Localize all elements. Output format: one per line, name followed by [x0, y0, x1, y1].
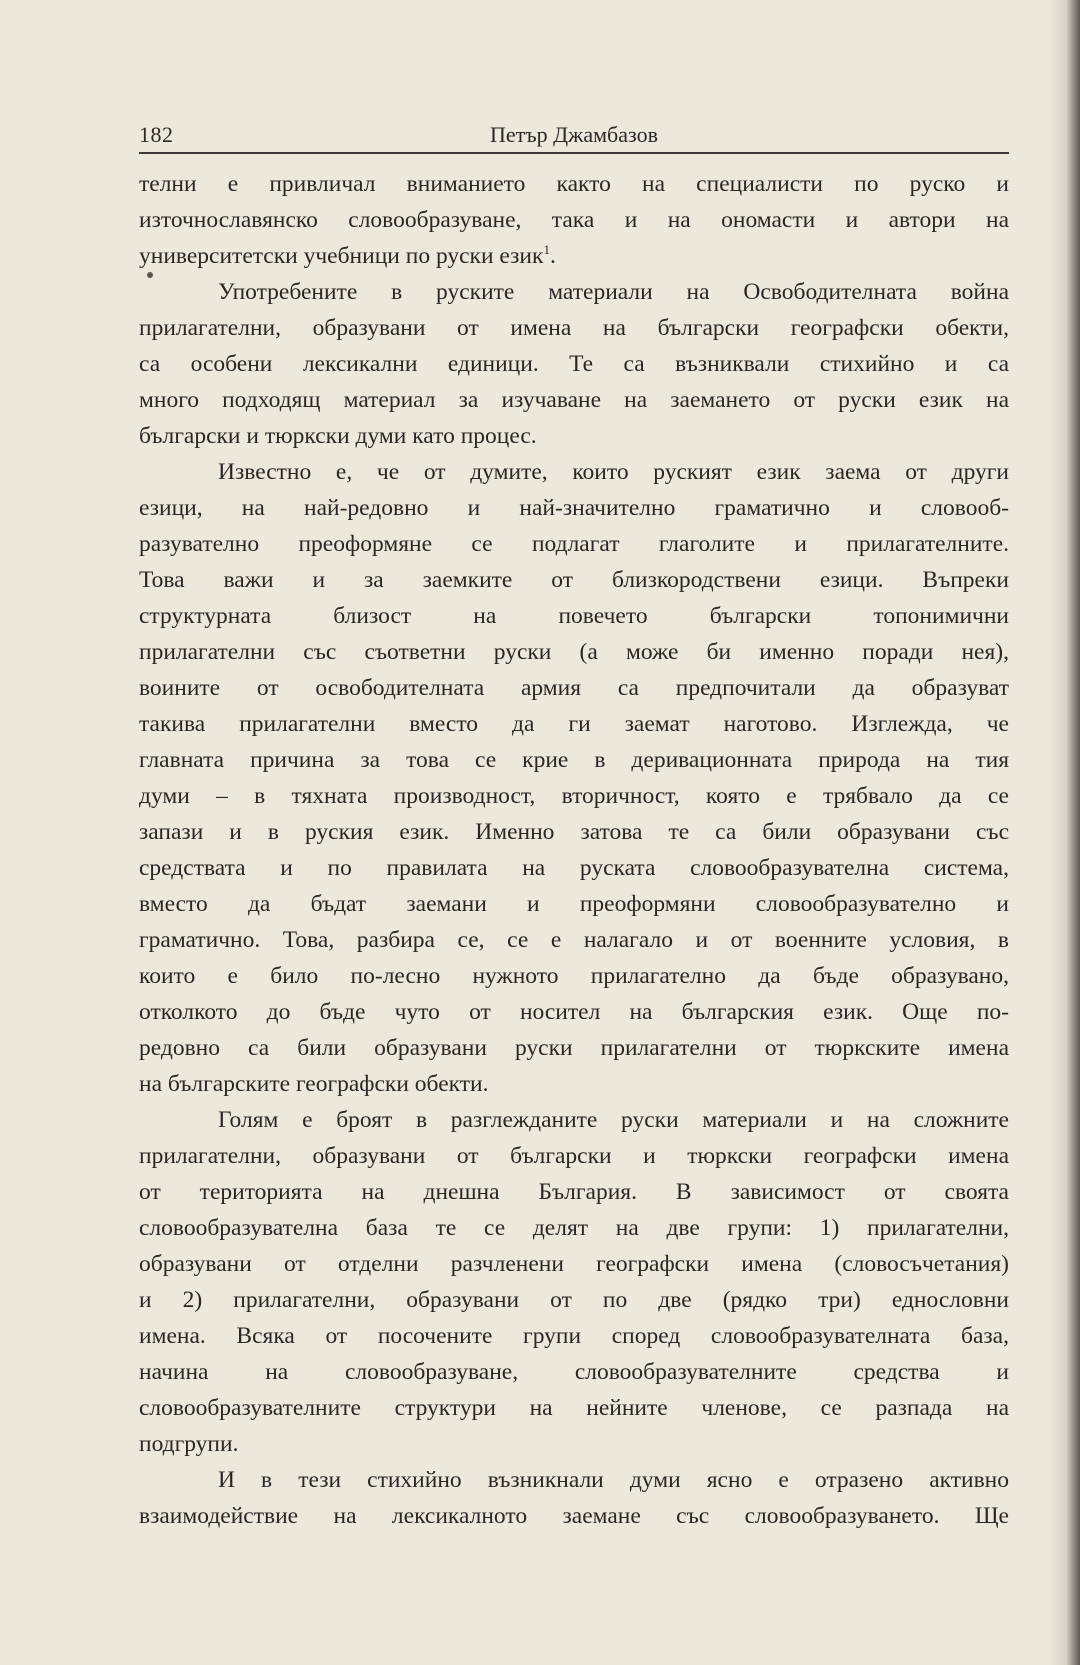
text-fragment: университетски учебници по руски език: [139, 243, 544, 269]
text-line: Известно е, че от думите, които руският език заема от други: [218, 459, 1009, 485]
text-line: вместо да бъдат заемани и преоформяни словообразувателно и: [139, 891, 1009, 917]
text-line: телни е привличал вниманието както на специалисти по руско и: [139, 171, 1009, 197]
text-line: структурната близост на повечето български топонимични: [139, 603, 1009, 629]
text-line: Употребените в руските материали на Освободителната война: [218, 279, 1009, 305]
text-line: имена. Всяка от посочените групи според словообразувателната база,: [139, 1323, 1009, 1349]
text-line: които е било по-лесно нужното прилагателно да бъде образувано,: [139, 963, 1009, 989]
text-line: Голям е броят в разглежданите руски материали и на сложните: [218, 1107, 1009, 1133]
text-line: много подходящ материал за изучаване на заемането от руски език на: [139, 387, 1009, 413]
running-title: Петър Джамбазов: [490, 122, 658, 147]
footnote-reference: 1: [543, 242, 550, 258]
text-line: взаимодействие на лексикалното заемане със словообразуването. Ще: [139, 1503, 1009, 1529]
text-line: и 2) прилагателни, образувани от по две (рядко три) еднословни: [139, 1287, 1009, 1313]
text-line: словообразувателна база те се делят на две групи: 1) прилагателни,: [139, 1215, 1009, 1241]
text-line: воините от освободителната армия са предпочитали да образуват: [139, 675, 1009, 701]
text-line: прилагателни, образувани от български и тюркски географски имена: [139, 1143, 1009, 1169]
text-line: български и тюркски думи като процес.: [139, 423, 537, 449]
body-text: [139, 166, 1009, 1534]
text-fragment: .: [549, 243, 556, 269]
text-line: И в тези стихийно възникнали думи ясно е отразено активно: [218, 1467, 1009, 1493]
text-line: словообразувателните структури на нейните членове, се разпада на: [139, 1395, 1009, 1421]
page-edge: [1066, 0, 1080, 1665]
text-line: средствата и по правилата на руската словообразувателна система,: [139, 855, 1009, 881]
text-line: прилагателни със съответни руски (а може би именно поради нея),: [139, 639, 1009, 665]
text-line: са особени лексикални единици. Те са възниквали стихийно и са: [139, 351, 1009, 377]
text-line: образувани от отделни разчленени географски имена (словосъчетания): [139, 1251, 1009, 1277]
text-line: редовно са били образувани руски прилагателни от тюркските имена: [139, 1035, 1009, 1061]
page-header: [139, 118, 1009, 154]
page-number: 182: [139, 122, 174, 147]
text-line: езици, на най-редовно и най-значително граматично и словооб-: [139, 495, 1009, 521]
text-line: Това важи и за заемките от близкородствени езици. Въпреки: [139, 567, 1009, 593]
text-line: начина на словообразуване, словообразувателните средства и: [139, 1359, 1009, 1385]
text-line: [139, 238, 1009, 274]
text-line: граматично. Това, разбира се, се е налагало и от военните условия, в: [139, 927, 1009, 953]
text-line: подгрупи.: [139, 1431, 239, 1457]
text-line: думи – в тяхната производност, вторичност, която е трябвало да се: [139, 783, 1009, 809]
text-line: прилагателни, образувани от имена на български географски обекти,: [139, 315, 1009, 341]
text-line: запази и в руския език. Именно затова те са били образувани със: [139, 819, 1009, 845]
text-line: такива прилагателни вместо да ги заемат наготово. Изглежда, че: [139, 711, 1009, 737]
text-line: отколкото до бъде чуто от носител на българския език. Още по-: [139, 999, 1009, 1025]
text-line: източнославянско словообразуване, така и на ономасти и автори на: [139, 207, 1009, 233]
page-gutter-shadow: [1048, 0, 1066, 1665]
text-line: разувателно преоформяне се подлагат глаголите и прилагателните.: [139, 531, 1009, 557]
text-line: на българските географски обекти.: [139, 1071, 489, 1097]
text-line: главната причина за това се крие в деривационната природа на тия: [139, 747, 1009, 773]
text-line: от територията на днешна България. В зависимост от своята: [139, 1179, 1009, 1205]
